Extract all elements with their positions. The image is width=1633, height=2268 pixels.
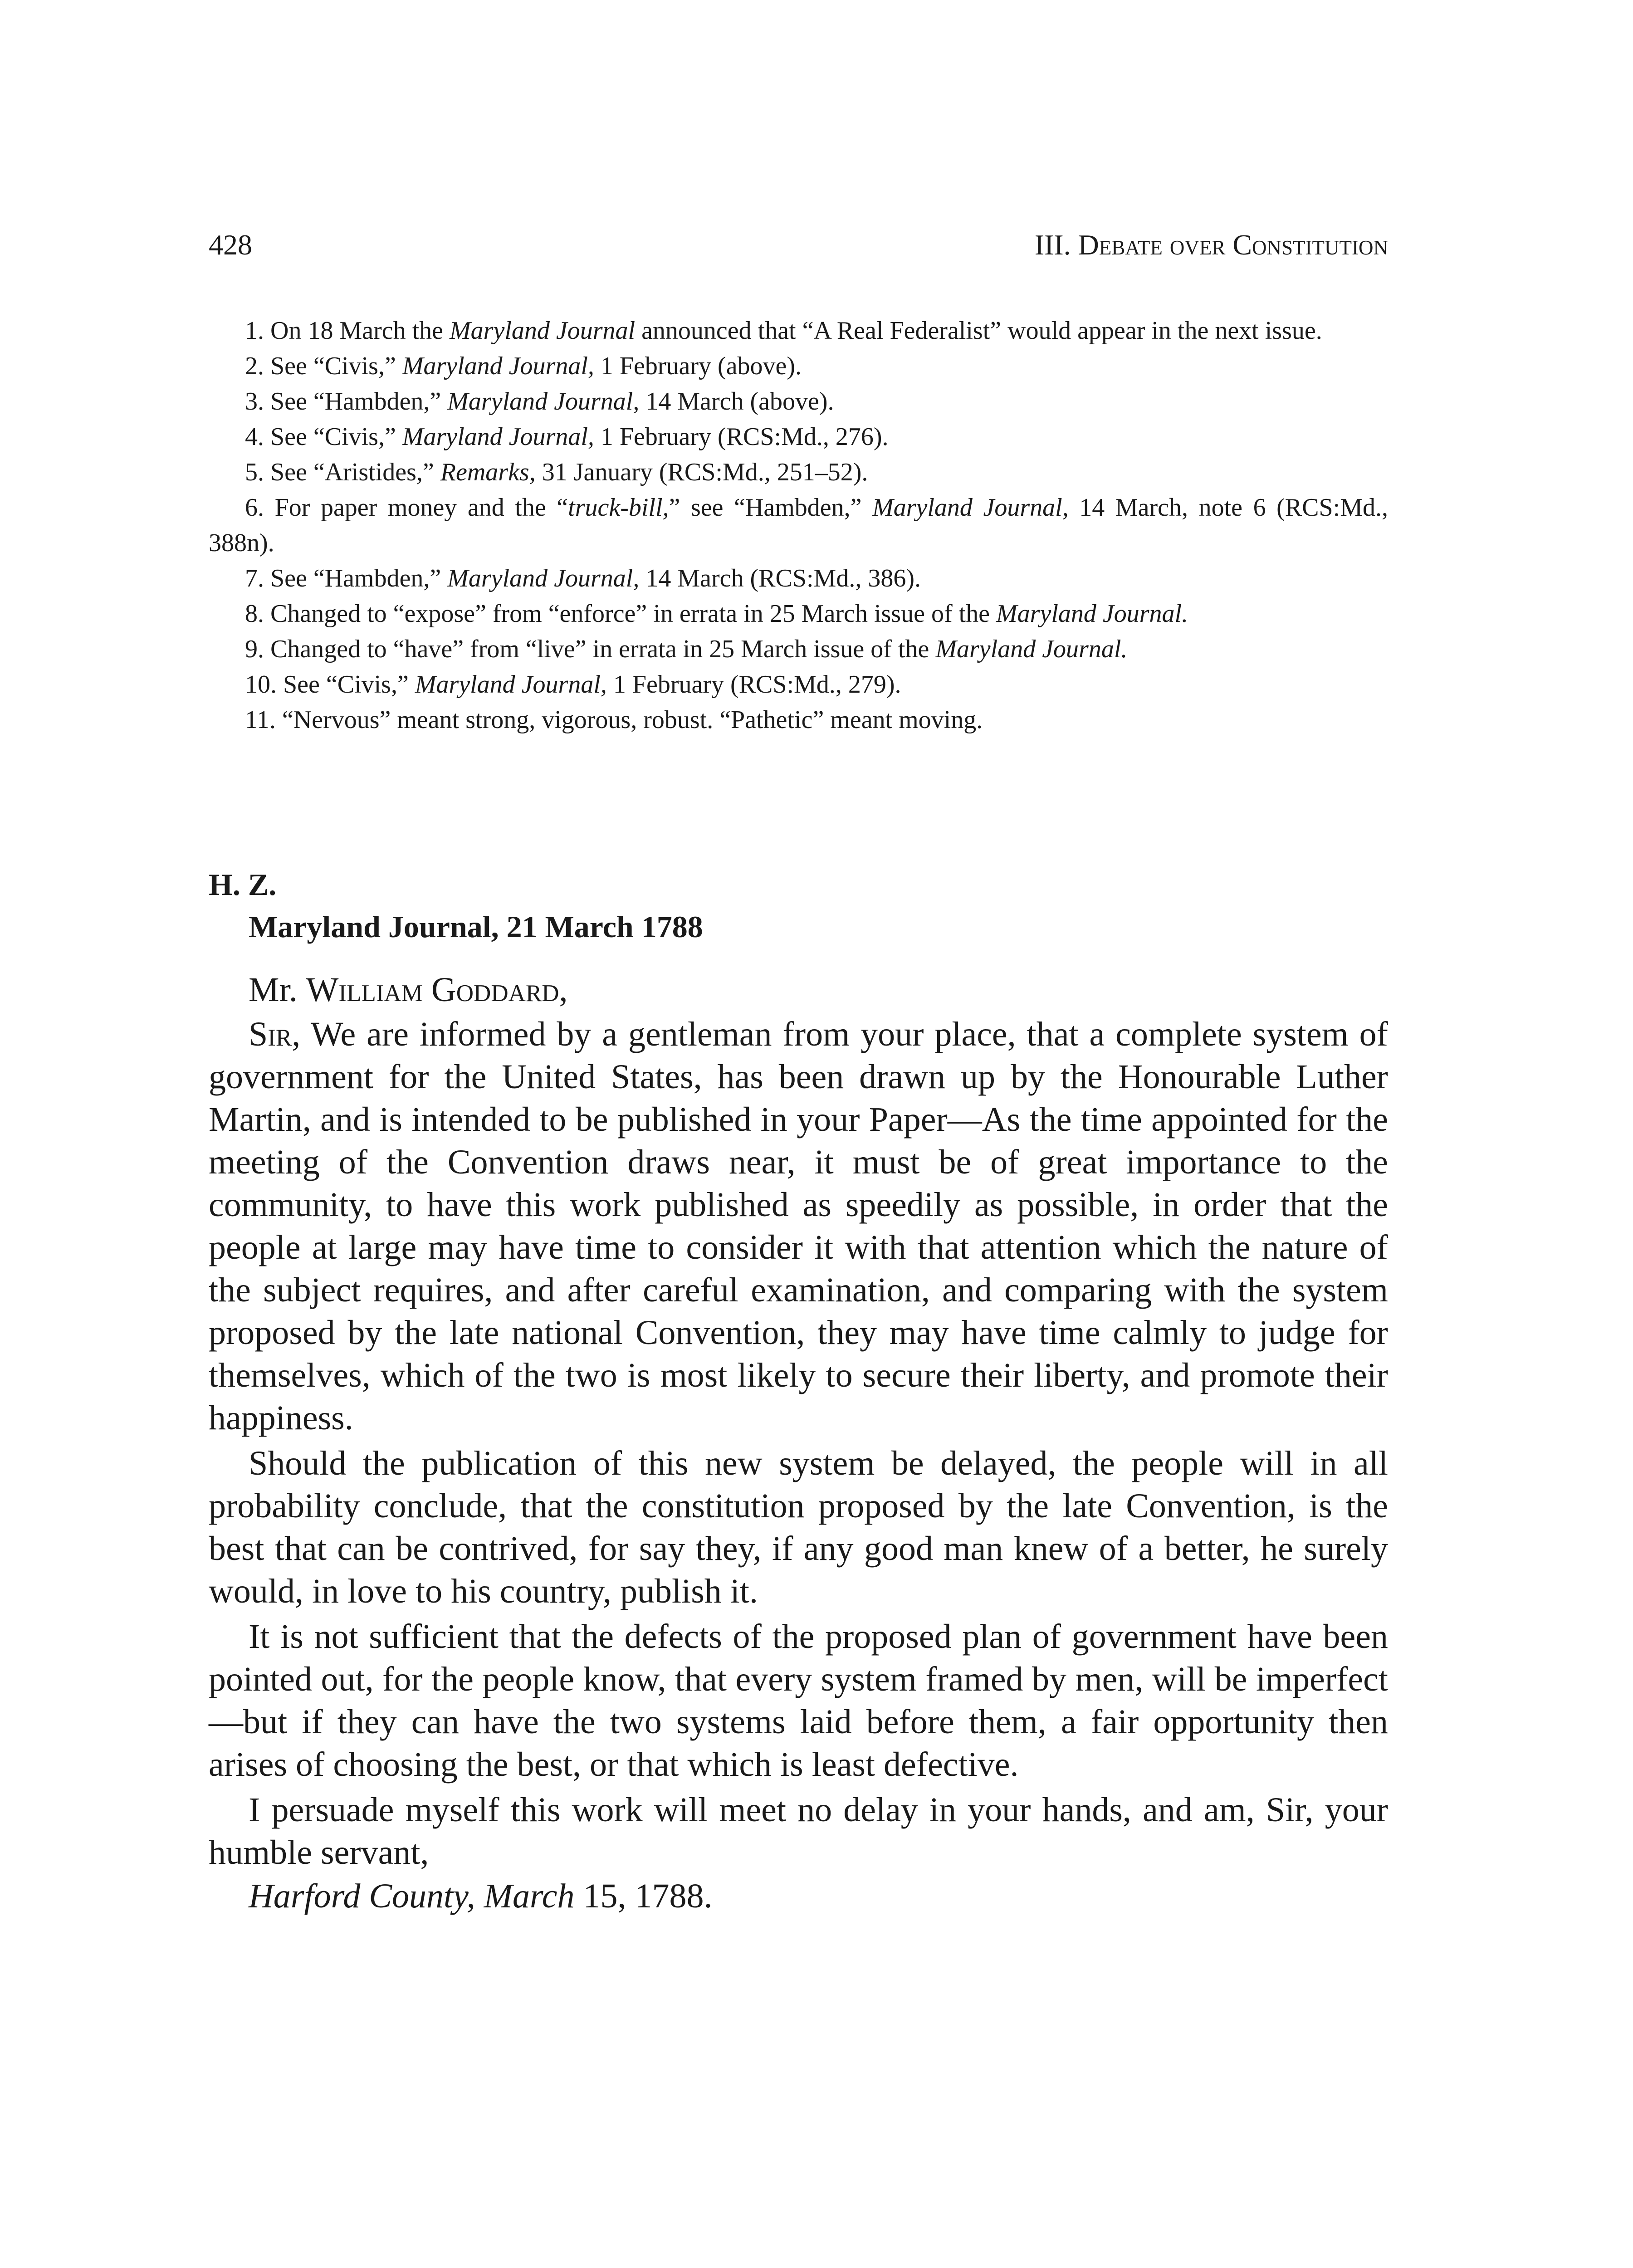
footnote-3: 3. See “Hambden,” Maryland Journal, 14 March (above). bbox=[245, 387, 834, 415]
footnote-8: 8. Changed to “expose” from “enforce” in errata in 25 March issue of the Maryland Journal. bbox=[245, 600, 1188, 628]
document-source: Maryland Journal, 21 March 1788 bbox=[249, 909, 703, 944]
running-title-prefix: III. bbox=[1034, 229, 1078, 261]
footnote-9: 9. Changed to “have” from “live” in errata in 25 March issue of the Maryland Journal. bbox=[245, 635, 1128, 663]
footnote-4: 4. See “Civis,” Maryland Journal, 1 February (RCS:Md., 276). bbox=[245, 423, 889, 451]
letter-body bbox=[209, 968, 1388, 1917]
footnote-6: 6. For paper money and the “truck-bill,” see “Hambden,” Maryland Journal, 14 March, note 6 (RCS:Md., 388n). bbox=[209, 494, 1388, 557]
document-author: H. Z. bbox=[209, 867, 277, 902]
dateline: Harford County, March 15, 1788. bbox=[249, 1877, 713, 1915]
salutation: Sir, bbox=[249, 1015, 301, 1053]
footnote-2: 2. See “Civis,” Maryland Journal, 1 February (above). bbox=[245, 352, 802, 380]
running-title bbox=[1035, 227, 1388, 263]
paragraph-2: Should the publication of this new system be delayed, the people will in all probability conclude, that the constitution proposed by the late Convention, is the best that can be contrived, for say they, if any good man knew of a better, he surely would, in love to his country, publish it. bbox=[209, 1444, 1388, 1610]
footnote-11: 11. “Nervous” meant strong, vigorous, robust. “Pathetic” meant moving. bbox=[245, 706, 983, 734]
footnote-10: 10. See “Civis,” Maryland Journal, 1 February (RCS:Md., 279). bbox=[245, 670, 901, 699]
footnote-1: 1. On 18 March the Maryland Journal announced that “A Real Federalist” would appear in the next issue. bbox=[245, 317, 1322, 345]
running-title-smallcaps: Debate over Constitution bbox=[1078, 229, 1388, 261]
footnote-7: 7. See “Hambden,” Maryland Journal, 14 March (RCS:Md., 386). bbox=[245, 564, 921, 592]
addressee: Mr. William Goddard, bbox=[249, 971, 568, 1009]
footnote-5: 5. See “Aristides,” Remarks, 31 January (RCS:Md., 251–52). bbox=[245, 458, 868, 486]
page-number: 428 bbox=[209, 229, 252, 261]
running-head bbox=[209, 227, 1388, 263]
paragraph-4: I persuade myself this work will meet no delay in your hands, and am, Sir, your humble servant, bbox=[209, 1791, 1388, 1872]
footnotes bbox=[209, 313, 1388, 738]
paragraph-1: Sir, We are informed by a gentleman from your place, that a complete system of government for the United States, has been drawn up by the Honourable Luther Martin, and is intended to be published in your Paper—As the time appointed for the meeting of the Convention draws near, it must be of great importance to the community, to have this work published as speedily as possible, in order that the people at large may have time to consider it with that attention which the nature of the subject requires, and after careful examination, and comparing with the system proposed by the late national Convention, they may have time calmly to judge for themselves, which of the two is most likely to secure their liberty, and promote their happiness. bbox=[209, 1015, 1388, 1437]
paragraph-3: It is not sufficient that the defects of the proposed plan of government have been pointed out, for the people know, that every system framed by men, will be imperfect—but if they can have the two systems laid before them, a fair opportunity then arises of choosing the best, or that which is least defective. bbox=[209, 1618, 1388, 1784]
